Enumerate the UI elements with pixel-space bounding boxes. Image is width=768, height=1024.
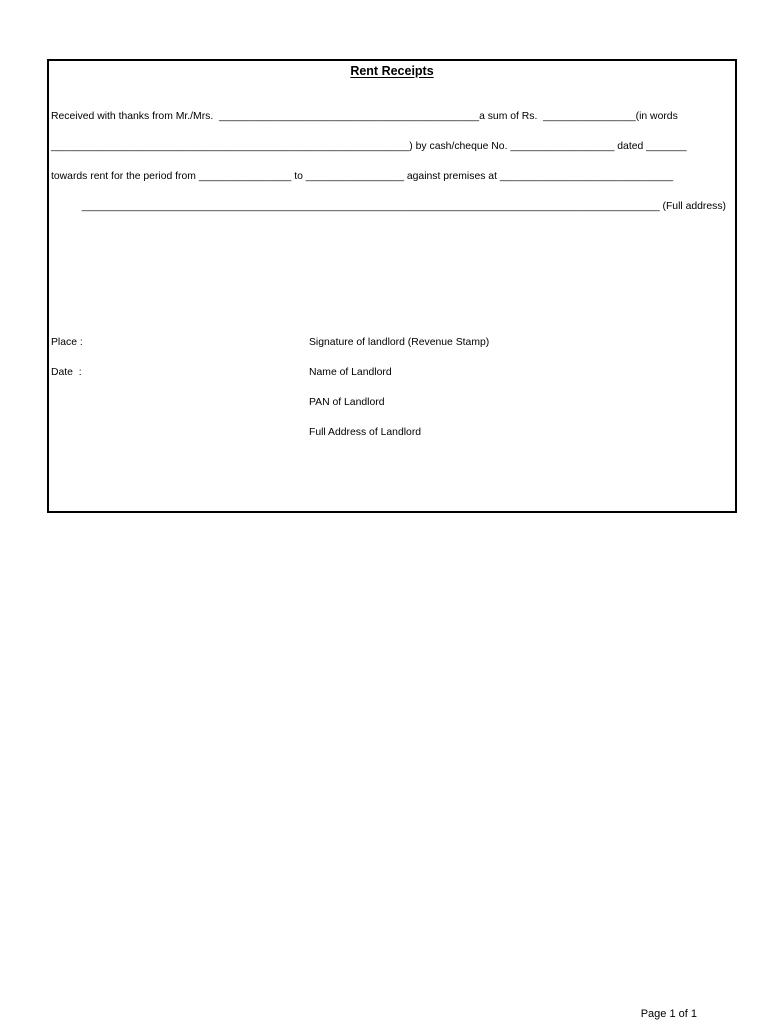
received-from-line: Received with thanks from Mr./Mrs. _____________________________________________a sum of Rs. ________________(in words: [51, 111, 678, 122]
landlord-address-label: Full Address of Landlord: [309, 427, 422, 438]
page-number: Page 1 of 1: [640, 1008, 697, 1020]
place-label: Place :: [51, 337, 83, 348]
landlord-name-label: Name of Landlord: [309, 367, 392, 378]
rent-period-line: towards rent for the period from ________________ to _________________ against premises at ______________________________: [51, 171, 674, 182]
landlord-pan-label: PAN of Landlord: [309, 397, 385, 408]
date-label: Date :: [51, 367, 82, 378]
signature-label: Signature of landlord (Revenue Stamp): [309, 337, 490, 348]
rent-receipt-form: [47, 59, 737, 513]
receipt-title: Rent Receipts: [350, 64, 434, 78]
full-address-line: ____________________________________________________________________________________________________ (Full address): [81, 201, 726, 212]
amount-in-words-line: ______________________________________________________________) by cash/cheque No. __________________ dated _______: [51, 141, 687, 152]
